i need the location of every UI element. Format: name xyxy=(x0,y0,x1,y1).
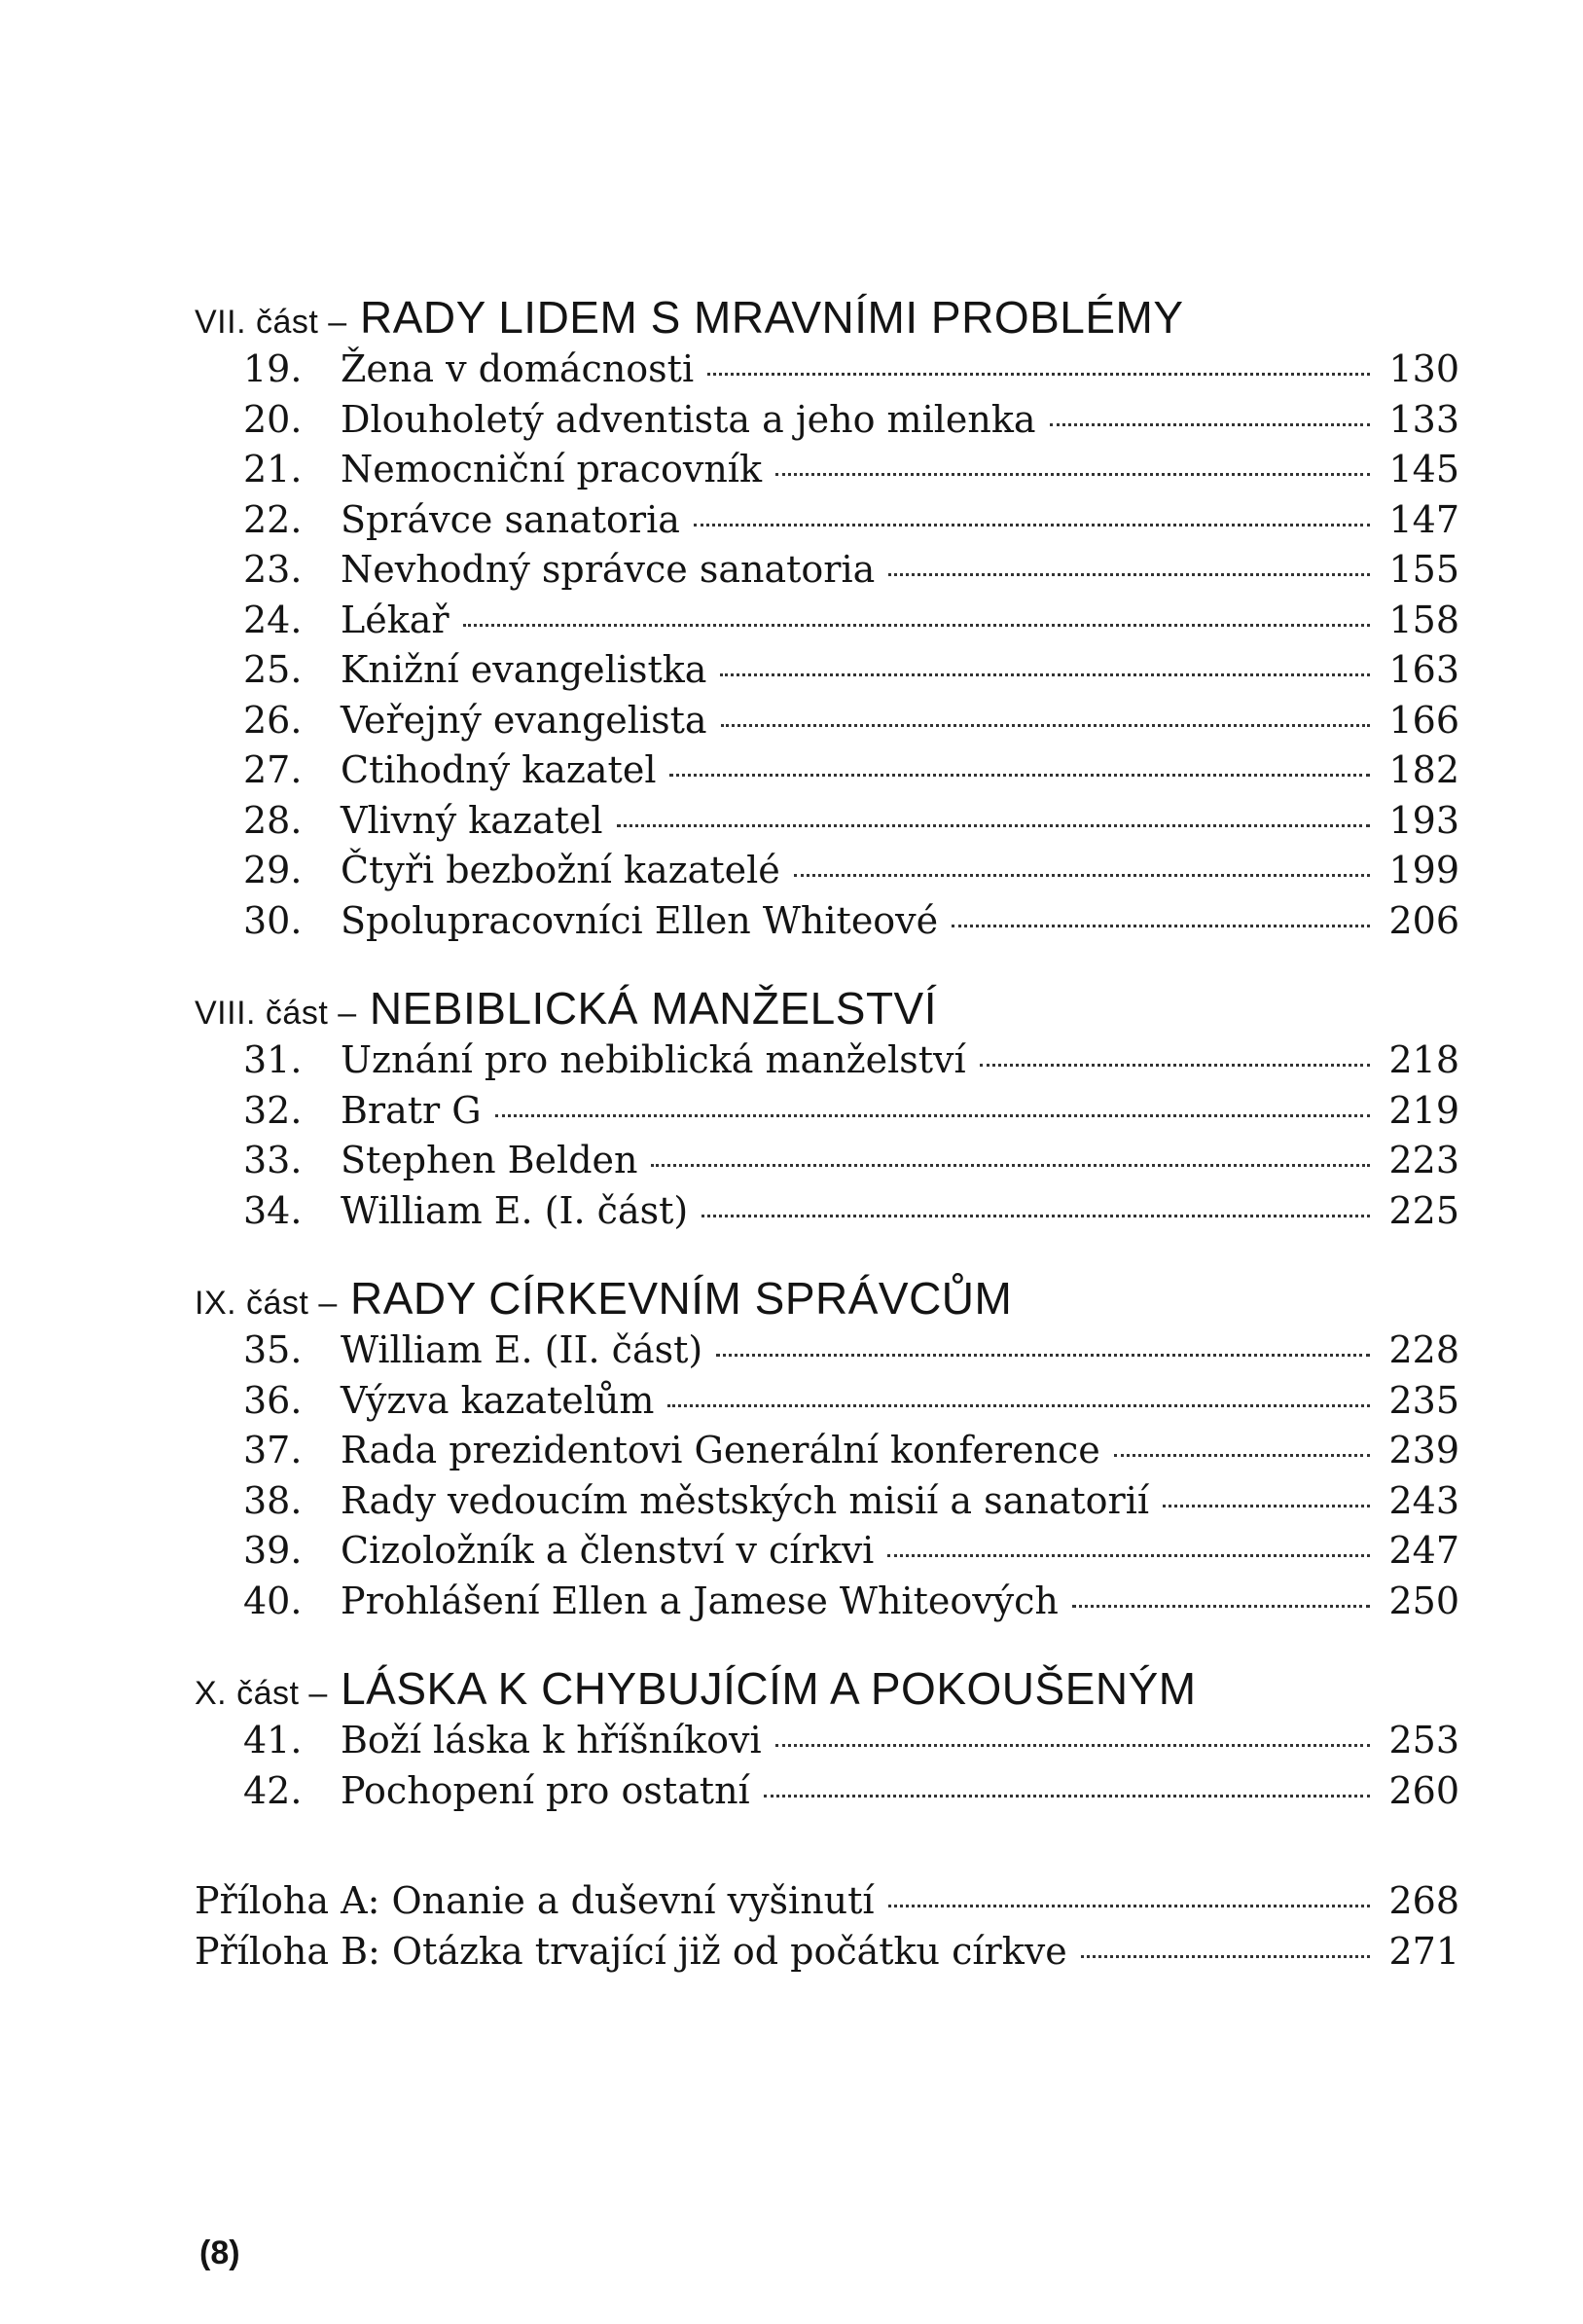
entry-page: 145 xyxy=(1388,448,1459,490)
entry-label: Knižní evangelistka xyxy=(341,648,707,691)
entry-label: Veřejný evangelista xyxy=(341,698,707,742)
dot-leader xyxy=(1081,1955,1370,1958)
entry-page: 199 xyxy=(1388,849,1459,891)
entry-label: Bratr G xyxy=(341,1088,482,1132)
toc-entry xyxy=(195,1035,1459,1086)
toc-entry xyxy=(195,696,1459,746)
entry-page: 253 xyxy=(1388,1719,1459,1761)
dot-leader xyxy=(707,373,1370,376)
entry-number: 24. xyxy=(243,598,303,641)
entry-page: 243 xyxy=(1388,1478,1459,1522)
part-heading: RADY CÍRKEVNÍM SPRÁVCŮM xyxy=(350,1273,1013,1324)
entry-number: 20. xyxy=(243,397,303,441)
entry-page: 247 xyxy=(1388,1529,1459,1572)
toc-entry xyxy=(195,345,1459,395)
toc-entry xyxy=(195,1186,1459,1237)
entry-label: William E. (II. část) xyxy=(341,1328,703,1371)
toc-entry xyxy=(195,545,1459,596)
entry-number: 29. xyxy=(243,849,303,891)
toc-entry xyxy=(195,846,1459,896)
dot-leader xyxy=(463,624,1370,627)
toc-section-ix xyxy=(195,1273,1459,1626)
entry-label: Rady vedoucím městských misií a sanatorií xyxy=(341,1478,1150,1522)
dot-leader xyxy=(702,1215,1370,1217)
part-prefix: IX. část – xyxy=(195,1285,338,1322)
entry-label: Nevhodný správce sanatoria xyxy=(341,548,876,591)
dot-leader xyxy=(716,1354,1370,1357)
toc-section-x xyxy=(195,1663,1459,1816)
entry-page: 147 xyxy=(1388,497,1459,541)
toc-entry xyxy=(195,395,1459,446)
entry-number: 32. xyxy=(243,1088,303,1132)
dot-leader xyxy=(1050,423,1370,426)
entry-number: 19. xyxy=(243,347,303,390)
entry-number: 21. xyxy=(243,448,303,490)
entry-page: 250 xyxy=(1388,1579,1459,1622)
toc-entry xyxy=(195,445,1459,495)
entry-page: 225 xyxy=(1388,1188,1459,1232)
entry-label: Cizoložník a členství v církvi xyxy=(341,1529,875,1572)
dot-leader xyxy=(980,1064,1370,1067)
dot-leader xyxy=(888,573,1370,576)
entry-label: Spolupracovníci Ellen Whiteové xyxy=(341,898,939,942)
dot-leader xyxy=(888,1905,1370,1907)
toc-entry xyxy=(195,1376,1459,1427)
toc-entry xyxy=(195,796,1459,847)
entry-page: 228 xyxy=(1388,1328,1459,1371)
part-prefix: VIII. část – xyxy=(195,995,357,1032)
dot-leader xyxy=(794,874,1370,877)
entry-number: 38. xyxy=(243,1478,303,1522)
entry-number: 26. xyxy=(243,698,303,742)
toc-entry xyxy=(195,1426,1459,1476)
toc-entry xyxy=(195,1716,1459,1766)
entry-number: 27. xyxy=(243,748,303,791)
dot-leader xyxy=(694,524,1370,527)
entry-number: 39. xyxy=(243,1529,303,1572)
part-heading: NEBIBLICKÁ MANŽELSTVÍ xyxy=(369,983,938,1034)
appendix-label: Příloha A: Onanie a duševní vyšinutí xyxy=(195,1879,875,1922)
toc-entry xyxy=(195,1476,1459,1527)
part-title xyxy=(195,292,1459,345)
dot-leader xyxy=(775,1744,1370,1747)
entry-page: 182 xyxy=(1388,748,1459,791)
entry-number: 25. xyxy=(243,648,303,691)
toc-section-viii xyxy=(195,983,1459,1236)
toc-entry xyxy=(195,1766,1459,1817)
appendix-entry xyxy=(195,1876,1459,1927)
dot-leader xyxy=(495,1114,1370,1117)
entry-page: 219 xyxy=(1388,1088,1459,1132)
dot-leader xyxy=(651,1164,1370,1167)
entry-page: 193 xyxy=(1388,798,1459,842)
toc-appendices xyxy=(195,1876,1459,1977)
entry-label: Stephen Belden xyxy=(341,1139,638,1181)
entry-page: 206 xyxy=(1388,898,1459,942)
entry-page: 155 xyxy=(1388,548,1459,591)
entry-label: Čtyři bezbožní kazatelé xyxy=(341,849,780,891)
entry-label: Výzva kazatelům xyxy=(341,1378,655,1422)
dot-leader xyxy=(764,1795,1370,1797)
entry-page: 260 xyxy=(1388,1768,1459,1812)
dot-leader xyxy=(720,673,1370,676)
entry-page: 130 xyxy=(1388,347,1459,390)
entry-number: 34. xyxy=(243,1188,303,1232)
entry-number: 37. xyxy=(243,1429,303,1471)
entry-label: Prohlášení Ellen a Jamese Whiteových xyxy=(341,1579,1059,1622)
entry-page: 235 xyxy=(1388,1378,1459,1422)
entry-label: Nemocniční pracovník xyxy=(341,448,762,490)
toc-entry xyxy=(195,1086,1459,1137)
dot-leader xyxy=(1072,1605,1370,1608)
entry-page: 166 xyxy=(1388,698,1459,742)
dot-leader xyxy=(669,774,1370,777)
entry-label: William E. (I. část) xyxy=(341,1188,689,1232)
entry-number: 35. xyxy=(243,1328,303,1371)
entry-page: 223 xyxy=(1388,1139,1459,1181)
part-prefix: VII. část – xyxy=(195,304,347,341)
toc-entry xyxy=(195,596,1459,646)
part-title xyxy=(195,1273,1459,1325)
part-heading: RADY LIDEM S MRAVNÍMI PROBLÉMY xyxy=(359,292,1184,343)
entry-number: 40. xyxy=(243,1579,303,1622)
entry-label: Dlouholetý adventista a jeho milenka xyxy=(341,397,1036,441)
toc-entry xyxy=(195,1136,1459,1186)
entry-number: 30. xyxy=(243,898,303,942)
toc-entry xyxy=(195,1577,1459,1627)
entry-number: 23. xyxy=(243,548,303,591)
toc-entry xyxy=(195,645,1459,696)
entry-number: 31. xyxy=(243,1038,303,1081)
entry-page: 218 xyxy=(1388,1038,1459,1081)
part-heading: LÁSKA K CHYBUJÍCÍM A POKOUŠENÝM xyxy=(341,1663,1197,1714)
dot-leader xyxy=(667,1404,1370,1407)
entry-label: Ctihodný kazatel xyxy=(341,748,657,791)
part-title xyxy=(195,983,1459,1035)
entry-label: Správce sanatoria xyxy=(341,497,680,541)
toc-entry xyxy=(195,896,1459,947)
entry-page: 271 xyxy=(1388,1929,1459,1973)
entry-number: 33. xyxy=(243,1139,303,1181)
toc-entry xyxy=(195,1325,1459,1376)
entry-label: Boží láska k hříšníkovi xyxy=(341,1719,762,1761)
dot-leader xyxy=(952,925,1370,927)
part-prefix: X. část – xyxy=(195,1675,328,1712)
entry-page: 268 xyxy=(1388,1879,1459,1922)
entry-label: Lékař xyxy=(341,598,450,641)
entry-number: 22. xyxy=(243,497,303,541)
entry-label: Vlivný kazatel xyxy=(341,798,603,842)
entry-number: 36. xyxy=(243,1378,303,1422)
toc-section-vii xyxy=(195,292,1459,946)
dot-leader xyxy=(1114,1454,1370,1457)
part-title xyxy=(195,1663,1459,1716)
entry-label: Pochopení pro ostatní xyxy=(341,1768,750,1812)
entry-page: 158 xyxy=(1388,598,1459,641)
dot-leader xyxy=(775,473,1370,476)
toc-entry xyxy=(195,1526,1459,1577)
entry-page: 239 xyxy=(1388,1429,1459,1471)
dot-leader xyxy=(887,1554,1370,1557)
toc-entry xyxy=(195,495,1459,546)
dot-leader xyxy=(721,724,1370,727)
dot-leader xyxy=(1163,1505,1370,1507)
entry-label: Rada prezidentovi Generální konference xyxy=(341,1429,1100,1471)
dot-leader xyxy=(617,824,1370,827)
entry-label: Žena v domácnosti xyxy=(341,347,695,390)
entry-label: Uznání pro nebiblická manželství xyxy=(341,1038,966,1081)
table-of-contents xyxy=(195,292,1459,1977)
entry-page: 133 xyxy=(1388,397,1459,441)
appendix-entry xyxy=(195,1927,1459,1978)
page-number: (8) xyxy=(199,2234,240,2271)
entry-page: 163 xyxy=(1388,648,1459,691)
toc-entry xyxy=(195,745,1459,796)
entry-number: 28. xyxy=(243,798,303,842)
appendix-label: Příloha B: Otázka trvající již od počátku církve xyxy=(195,1929,1067,1973)
entry-number: 42. xyxy=(243,1768,303,1812)
entry-number: 41. xyxy=(243,1719,303,1761)
